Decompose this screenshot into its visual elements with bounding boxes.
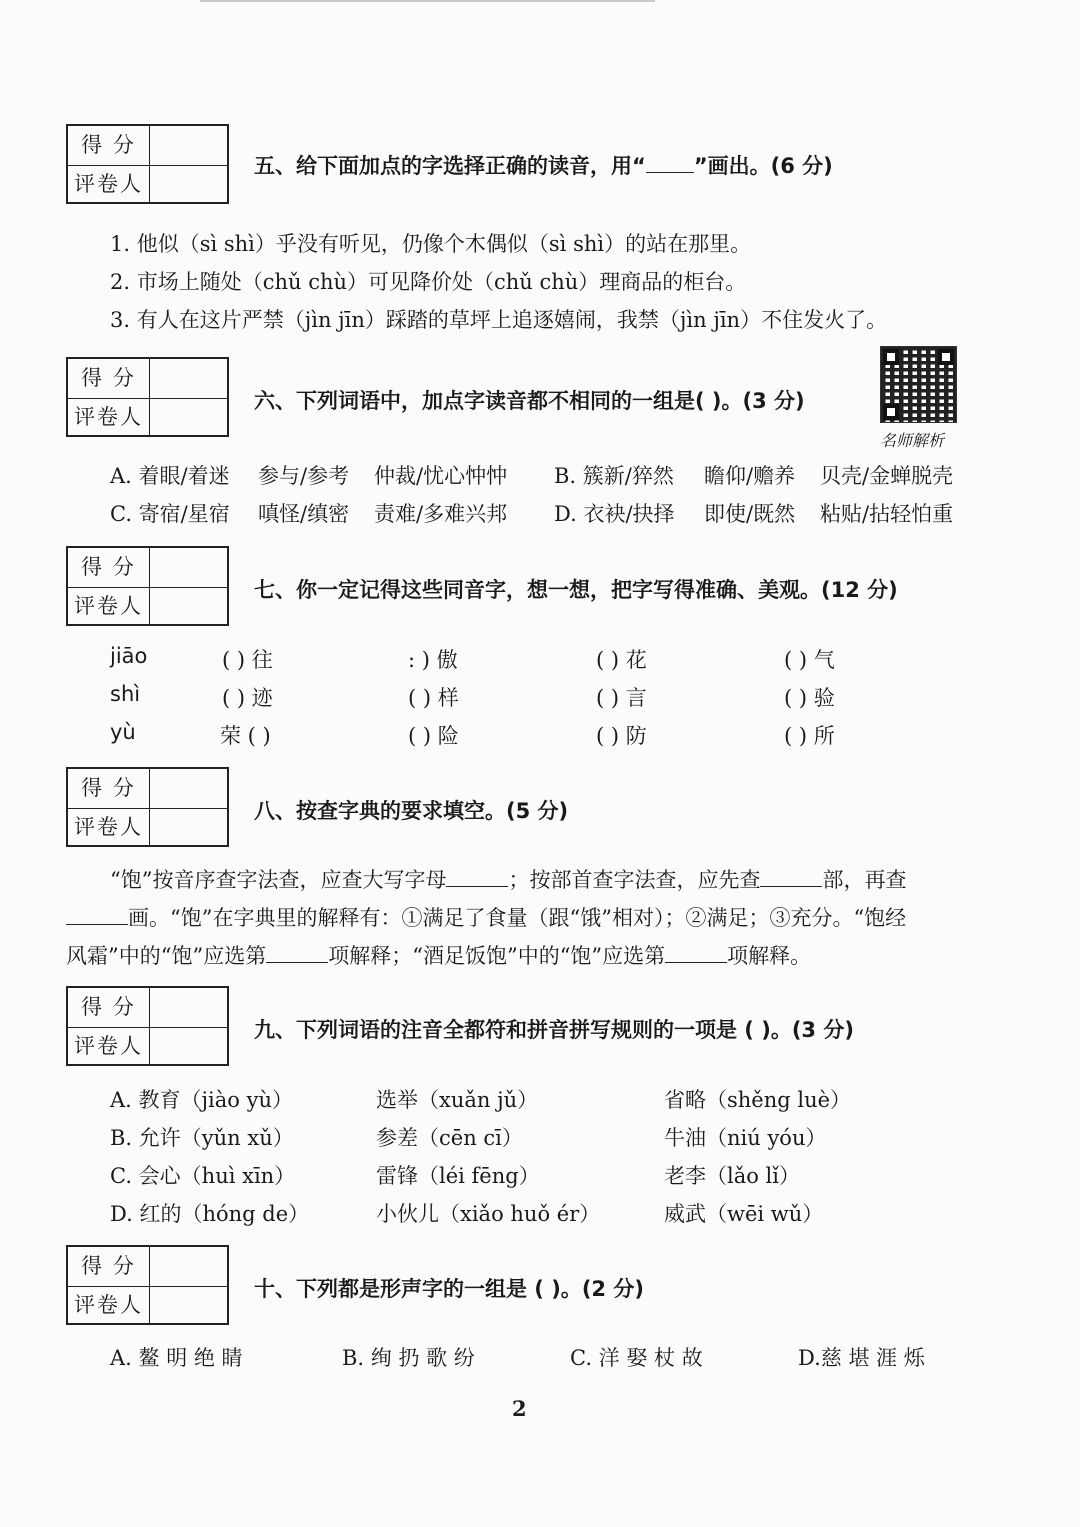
score-box <box>66 767 229 847</box>
s5-question-1: 1. 他似（sì shì）乎没有听见，仍像个木偶似（sì shì）的站在那里。 <box>110 232 752 256</box>
grader-label: 评卷人 <box>68 587 150 626</box>
qr-caption: 名师解析 <box>880 431 945 450</box>
answer-blank[interactable] <box>760 885 822 887</box>
s10-option-c: C. 洋 娶 杖 故 <box>570 1346 703 1370</box>
s7-blank: ( ) 防 <box>596 724 647 748</box>
s7-blank: ( ) 验 <box>784 686 835 710</box>
s7-blank: : ) 傲 <box>408 648 458 672</box>
s7-blank: ( ) 花 <box>596 648 647 672</box>
score-label: 得 分 <box>68 1247 150 1286</box>
score-box <box>66 357 229 437</box>
score-label: 得 分 <box>68 988 150 1027</box>
s5-question-2: 2. 市场上随处（chǔ chù）可见降价处（chǔ chù）理商品的柜台。 <box>110 270 747 294</box>
s9-option: 选举（xuǎn jǔ） <box>376 1088 539 1112</box>
s6-option-a3: 仲裁/忧心忡忡 <box>374 464 508 488</box>
s8-text: 项解释；“酒足饭饱”中的“饱”应选第 <box>328 944 666 968</box>
section-9-title: 九、下列词语的注音全都符和拼音拼写规则的一项是 ( )。(3 分) <box>254 1018 854 1042</box>
s6-option-b1: B. 簇新/猝然 <box>554 464 674 488</box>
score-label: 得 分 <box>68 548 150 587</box>
s8-text: 风霜”中的“饱”应选第 <box>66 944 267 968</box>
s8-line-3 <box>66 940 811 970</box>
grader-label: 评卷人 <box>68 1027 150 1066</box>
grader-label: 评卷人 <box>68 808 150 847</box>
qr-code-icon[interactable] <box>880 346 957 423</box>
section-6-title: 六、下列词语中，加点字读音都不相同的一组是( )。(3 分) <box>254 389 805 413</box>
s9-option: 威武（wēi wǔ） <box>664 1202 824 1226</box>
s7-blank: ( ) 险 <box>408 724 459 748</box>
s9-option: 参差（cēn cī） <box>376 1126 523 1150</box>
s8-text: “饱”按音序查字法查，应查大写字母 <box>110 868 447 892</box>
s7-pinyin: shì <box>110 682 141 706</box>
s9-option: 老李（lǎo lǐ） <box>664 1164 800 1188</box>
grader-label: 评卷人 <box>68 165 150 204</box>
s7-blank: ( ) 样 <box>408 686 459 710</box>
s6-option-b2: 瞻仰/赡养 <box>704 464 796 488</box>
s9-option: 省略（shěng luè） <box>664 1088 852 1112</box>
s7-blank: ( ) 迹 <box>222 686 273 710</box>
s8-text: ；按部首查字法查，应先查 <box>508 868 761 892</box>
score-box <box>66 546 229 626</box>
qr-finder-icon <box>883 404 899 420</box>
s7-pinyin: jiāo <box>110 644 148 668</box>
score-label: 得 分 <box>68 126 150 165</box>
s9-option: 雷锋（léi fēng） <box>376 1164 540 1188</box>
s8-text: 项解释。 <box>727 944 812 968</box>
s9-option: A. 教育（jiào yù） <box>110 1088 293 1112</box>
s7-pinyin: yù <box>110 720 136 744</box>
page-number: 2 <box>512 1396 527 1421</box>
score-box <box>66 986 229 1066</box>
answer-blank[interactable] <box>266 961 328 963</box>
s7-blank: ( ) 所 <box>784 724 835 748</box>
s10-option-b: B. 绚 扔 歌 纷 <box>342 1346 475 1370</box>
grader-label: 评卷人 <box>68 398 150 437</box>
answer-blank[interactable] <box>446 885 508 887</box>
grader-label: 评卷人 <box>68 1286 150 1325</box>
underline-sample <box>646 171 694 173</box>
answer-blank[interactable] <box>665 961 727 963</box>
section-5-title-suffix: ”画出。(6 分) <box>693 154 833 178</box>
section-10-title: 十、下列都是形声字的一组是 ( )。(2 分) <box>254 1277 644 1301</box>
s8-line-2 <box>66 902 906 932</box>
score-label: 得 分 <box>68 769 150 808</box>
s9-option: D. 红的（hóng de） <box>110 1202 310 1226</box>
s7-blank: ( ) 往 <box>222 648 273 672</box>
score-label: 得 分 <box>68 359 150 398</box>
qr-finder-icon <box>938 349 954 365</box>
section-8-title: 八、按查字典的要求填空。(5 分) <box>254 799 569 823</box>
s7-blank: ( ) 气 <box>784 648 835 672</box>
answer-blank[interactable] <box>66 923 128 925</box>
s9-option: 小伙儿（xiǎo huǒ ér） <box>376 1202 601 1226</box>
section-7-title: 七、你一定记得这些同音字，想一想，把字写得准确、美观。(12 分) <box>254 578 898 602</box>
s6-option-d1: D. 衣袂/抉择 <box>554 502 675 526</box>
s10-option-a: A. 鳌 明 绝 睛 <box>110 1346 243 1370</box>
s9-option: C. 会心（huì xīn） <box>110 1164 296 1188</box>
s10-option-d: D.慈 堪 涯 烁 <box>798 1346 925 1370</box>
s6-option-c3: 责难/多难兴邦 <box>374 502 508 526</box>
s7-blank: ( ) 言 <box>596 686 647 710</box>
s9-option: B. 允许（yǔn xǔ） <box>110 1126 294 1150</box>
section-5-title-prefix: 五、给下面加点的字选择正确的读音，用“ <box>254 154 646 178</box>
s6-option-d2: 即使/既然 <box>704 502 796 526</box>
s6-option-a2: 参与/参考 <box>258 464 350 488</box>
qr-finder-icon <box>883 349 899 365</box>
s8-line-1 <box>110 864 906 894</box>
s5-question-3: 3. 有人在这片严禁（jìn jīn）踩踏的草坪上追逐嬉闹，我禁（jìn jīn）不住发火了。 <box>110 308 888 332</box>
s6-option-b3: 贝壳/金蝉脱壳 <box>820 464 954 488</box>
scan-edge-line <box>200 0 655 2</box>
s9-option: 牛油（niú yóu） <box>664 1126 827 1150</box>
s6-option-c1: C. 寄宿/星宿 <box>110 502 230 526</box>
s6-option-c2: 嗔怪/缜密 <box>258 502 350 526</box>
s8-text: 部，再查 <box>822 868 907 892</box>
s6-option-d3: 粘贴/拈轻怕重 <box>820 502 954 526</box>
score-box <box>66 1245 229 1325</box>
section-5-title <box>254 150 833 180</box>
s6-option-a1: A. 着眼/着迷 <box>110 464 230 488</box>
s8-text: 画。“饱”在字典里的解释有：①满足了食量（跟“饿”相对）；②满足；③充分。“饱经 <box>128 906 907 930</box>
s7-blank: 荣 ( ) <box>220 724 271 748</box>
score-box <box>66 124 229 204</box>
